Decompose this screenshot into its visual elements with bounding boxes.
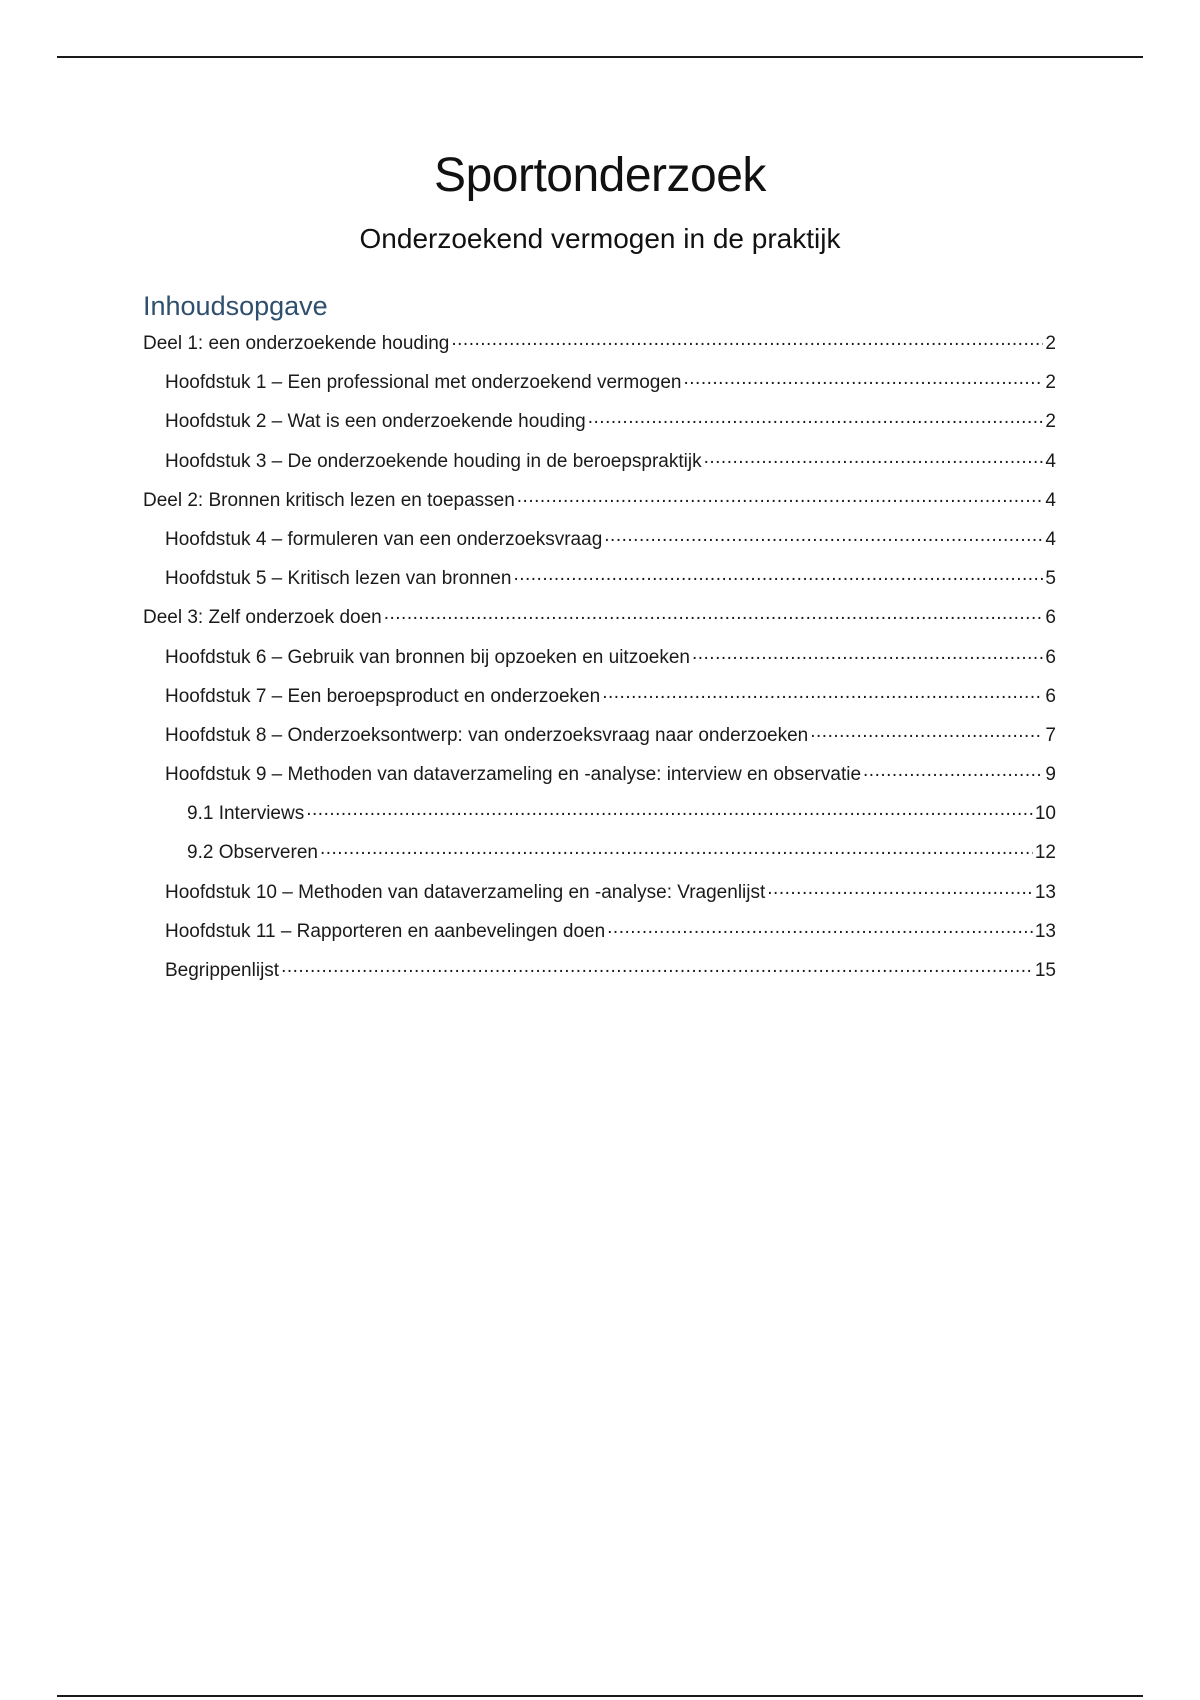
toc-entry-page: 4 (1045, 489, 1056, 511)
toc-entry-begrippenlijst[interactable] (143, 950, 1056, 989)
toc-entry-deel-2[interactable] (143, 480, 1056, 519)
toc-entry-hoofdstuk-8[interactable] (143, 715, 1056, 754)
dot-leader (607, 917, 1033, 937)
toc-entry-hoofdstuk-5[interactable] (143, 558, 1056, 597)
toc-entry-page: 5 (1045, 568, 1056, 590)
toc-entry-label: Hoofdstuk 7 – Een beroepsproduct en onderzoeken (165, 685, 601, 707)
dot-leader (604, 525, 1043, 545)
dot-leader (810, 721, 1043, 741)
dot-leader (588, 407, 1044, 427)
toc-entry-page: 13 (1034, 920, 1056, 942)
toc-entry-label: 9.2 Observeren (187, 842, 318, 864)
dot-leader (281, 956, 1033, 976)
toc-entry-label: Deel 1: een onderzoekende houding (143, 333, 450, 354)
toc-entry-section-9-1[interactable] (143, 793, 1056, 832)
toc-entry-deel-3[interactable] (143, 597, 1056, 636)
toc-entry-label: Hoofdstuk 4 – formuleren van een onderzoeksvraag (165, 528, 603, 550)
toc-entry-page: 2 (1045, 333, 1056, 354)
toc-entry-hoofdstuk-9[interactable] (143, 754, 1056, 793)
toc-entry-page: 6 (1045, 607, 1056, 629)
document-title: Sportonderzoek (434, 149, 766, 202)
toc-entry-label: Hoofdstuk 8 – Onderzoeksontwerp: van onderzoeksvraag naar onderzoeken (165, 724, 809, 746)
toc-entry-label: Hoofdstuk 5 – Kritisch lezen van bronnen (165, 568, 512, 590)
toc-entry-hoofdstuk-3[interactable] (143, 441, 1056, 480)
toc-entry-label: Begrippenlijst (165, 960, 280, 981)
dot-leader (683, 368, 1043, 388)
dot-leader (767, 878, 1033, 898)
toc-entry-page: 6 (1045, 685, 1056, 707)
table-of-contents (143, 323, 1056, 989)
dot-leader (384, 603, 1044, 623)
toc-entry-section-9-2[interactable] (143, 832, 1056, 871)
toc-entry-page: 15 (1034, 960, 1056, 981)
dot-leader (517, 486, 1044, 506)
toc-entry-label: Deel 3: Zelf onderzoek doen (143, 607, 382, 629)
toc-entry-page: 12 (1034, 842, 1056, 864)
toc-entry-label: Hoofdstuk 6 – Gebruik van bronnen bij opzoeken en uitzoeken (165, 646, 690, 668)
toc-entry-hoofdstuk-10[interactable] (143, 872, 1056, 911)
toc-entry-hoofdstuk-4[interactable] (143, 519, 1056, 558)
dot-leader (863, 760, 1043, 780)
toc-entry-label: Hoofdstuk 9 – Methoden van dataverzameling en -analyse: interview en observatie (165, 764, 862, 786)
toc-entry-hoofdstuk-1[interactable] (143, 362, 1056, 401)
dot-leader (451, 329, 1043, 349)
toc-entry-label: 9.1 Interviews (187, 803, 305, 825)
toc-entry-page: 2 (1045, 372, 1056, 394)
toc-entry-page: 7 (1045, 724, 1056, 746)
toc-entry-page: 6 (1045, 646, 1056, 668)
dot-leader (704, 447, 1044, 467)
toc-heading: Inhoudsopgave (143, 291, 328, 321)
toc-entry-label: Hoofdstuk 11 – Rapporteren en aanbevelingen doen (165, 920, 606, 942)
header-rule (57, 56, 1143, 58)
document-subtitle: Onderzoekend vermogen in de praktijk (359, 223, 841, 254)
dot-leader (320, 838, 1033, 858)
toc-entry-hoofdstuk-2[interactable] (143, 401, 1056, 440)
toc-entry-label: Hoofdstuk 3 – De onderzoekende houding in de beroepspraktijk (165, 450, 702, 472)
toc-entry-label: Hoofdstuk 10 – Methoden van dataverzameling en -analyse: Vragenlijst (165, 881, 766, 903)
toc-entry-deel-1[interactable] (143, 323, 1056, 362)
dot-leader (306, 799, 1033, 819)
toc-entry-page: 9 (1045, 764, 1056, 786)
toc-entry-hoofdstuk-6[interactable] (143, 637, 1056, 676)
toc-entry-hoofdstuk-11[interactable] (143, 911, 1056, 950)
dot-leader (513, 564, 1043, 584)
dot-leader (692, 643, 1043, 663)
toc-entry-hoofdstuk-7[interactable] (143, 676, 1056, 715)
toc-entry-page: 2 (1045, 411, 1056, 433)
toc-entry-page: 4 (1045, 450, 1056, 472)
footer-rule (57, 1695, 1143, 1697)
dot-leader (602, 682, 1043, 702)
toc-entry-label: Hoofdstuk 1 – Een professional met onderzoekend vermogen (165, 372, 682, 394)
toc-entry-label: Hoofdstuk 2 – Wat is een onderzoekende houding (165, 411, 586, 433)
toc-entry-page: 4 (1045, 528, 1056, 550)
toc-entry-label: Deel 2: Bronnen kritisch lezen en toepassen (143, 489, 515, 511)
toc-entry-page: 10 (1034, 803, 1056, 825)
toc-entry-page: 13 (1034, 881, 1056, 903)
